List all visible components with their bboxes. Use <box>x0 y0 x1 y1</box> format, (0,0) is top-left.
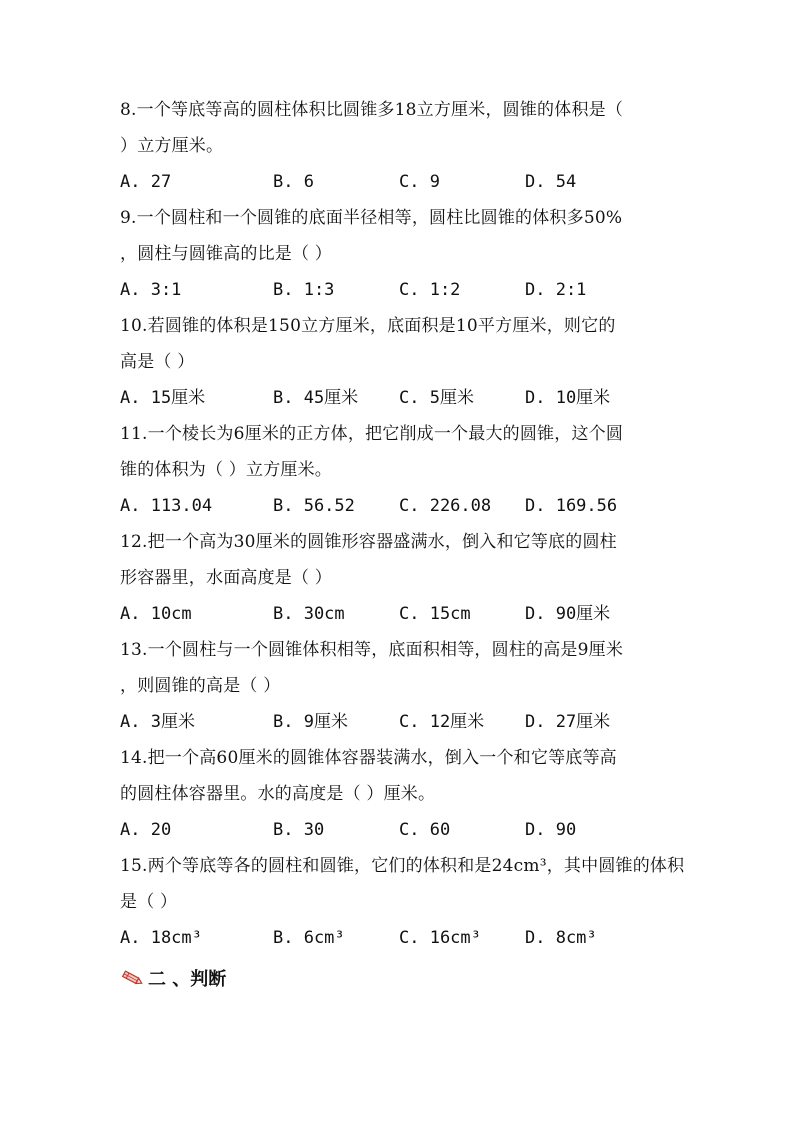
option-b: B. 30 <box>273 820 325 840</box>
option-c: C. 60 <box>399 820 451 840</box>
option-a: A. 15厘米 <box>120 388 206 408</box>
question-10 <box>120 308 680 380</box>
section-heading <box>120 958 680 998</box>
question-text-line: ，则圆锥的高是（ ） <box>120 676 281 696</box>
option-b: B. 45厘米 <box>273 388 359 408</box>
options-row-12 <box>120 596 680 632</box>
option-d: D. 10厘米 <box>525 388 611 408</box>
option-d: D. 2:1 <box>525 280 587 300</box>
question-text-line: ，圆柱与圆锥高的比是（ ） <box>120 244 333 264</box>
question-12 <box>120 524 680 596</box>
option-c: C. 16cm³ <box>399 928 481 948</box>
question-list <box>120 92 685 998</box>
option-c: C. 12厘米 <box>399 712 485 732</box>
option-c: C. 1:2 <box>399 280 461 300</box>
options-row-9 <box>120 272 680 308</box>
option-b: B. 56.52 <box>273 496 355 516</box>
option-b: B. 6 <box>273 172 314 192</box>
question-8 <box>120 92 680 164</box>
option-b: B. 6cm³ <box>273 928 345 948</box>
question-text-line: ）立方厘米。 <box>120 136 224 156</box>
options-row-10 <box>120 380 680 416</box>
option-c: C. 5厘米 <box>399 388 474 408</box>
option-b: B. 1:3 <box>273 280 335 300</box>
question-9 <box>120 200 680 272</box>
options-row-11 <box>120 488 680 524</box>
option-b: B. 30cm <box>273 604 345 624</box>
option-c: C. 15cm <box>399 604 471 624</box>
options-row-14 <box>120 812 680 848</box>
option-c: C. 226.08 <box>399 496 492 516</box>
option-d: D. 90 <box>525 820 577 840</box>
question-text-line: 的圆柱体容器里。水的高度是（ ）厘米。 <box>120 784 436 804</box>
question-15 <box>120 848 685 920</box>
question-text-line: 14.把一个高60厘米的圆锥体容器装满水，倒入一个和它等底等高 <box>120 748 617 768</box>
option-a: A. 18cm³ <box>120 928 202 948</box>
question-14 <box>120 740 680 812</box>
question-11 <box>120 416 680 488</box>
option-d: D. 169.56 <box>525 496 618 516</box>
option-d: D. 27厘米 <box>525 712 611 732</box>
question-text-line: 13.一个圆柱与一个圆锥体积相等，底面积相等，圆柱的高是9厘米 <box>120 640 624 660</box>
option-a: A. 27 <box>120 172 172 192</box>
options-row-13 <box>120 704 680 740</box>
option-a: A. 3厘米 <box>120 712 195 732</box>
question-text-line: 形容器里，水面高度是（ ） <box>120 568 333 588</box>
option-b: B. 9厘米 <box>273 712 348 732</box>
section-title: 二 、判断 <box>148 969 227 990</box>
question-text-line: 是（ ） <box>120 892 178 912</box>
question-text-line: 高是（ ） <box>120 352 195 372</box>
option-a: A. 20 <box>120 820 172 840</box>
option-a: A. 3:1 <box>120 280 182 300</box>
option-a: A. 113.04 <box>120 496 213 516</box>
options-row-8 <box>120 164 680 200</box>
question-text-line: 11.一个棱长为6厘米的正方体，把它削成一个最大的圆锥，这个圆 <box>120 424 624 444</box>
question-text-line: 12.把一个高为30厘米的圆锥形容器盛满水，倒入和它等底的圆柱 <box>120 532 617 552</box>
question-13 <box>120 632 680 704</box>
option-a: A. 10cm <box>120 604 192 624</box>
option-d: D. 54 <box>525 172 577 192</box>
question-text-line: 锥的体积为（ ）立方厘米。 <box>120 460 333 480</box>
option-d: D. 90厘米 <box>525 604 611 624</box>
question-text-line: 8.一个等底等高的圆柱体积比圆锥多18立方厘米，圆锥的体积是（ <box>120 100 624 120</box>
options-row-15 <box>120 920 680 956</box>
question-text-line: 10.若圆锥的体积是150立方厘米，底面积是10平方厘米，则它的 <box>120 316 616 336</box>
question-text-line: 15.两个等底等各的圆柱和圆锥，它们的体积和是24cm³，其中圆锥的体积 <box>120 856 685 876</box>
pencil-icon <box>120 969 144 987</box>
option-c: C. 9 <box>399 172 440 192</box>
option-d: D. 8cm³ <box>525 928 597 948</box>
question-text-line: 9.一个圆柱和一个圆锥的底面半径相等，圆柱比圆锥的体积多50% <box>120 208 623 228</box>
